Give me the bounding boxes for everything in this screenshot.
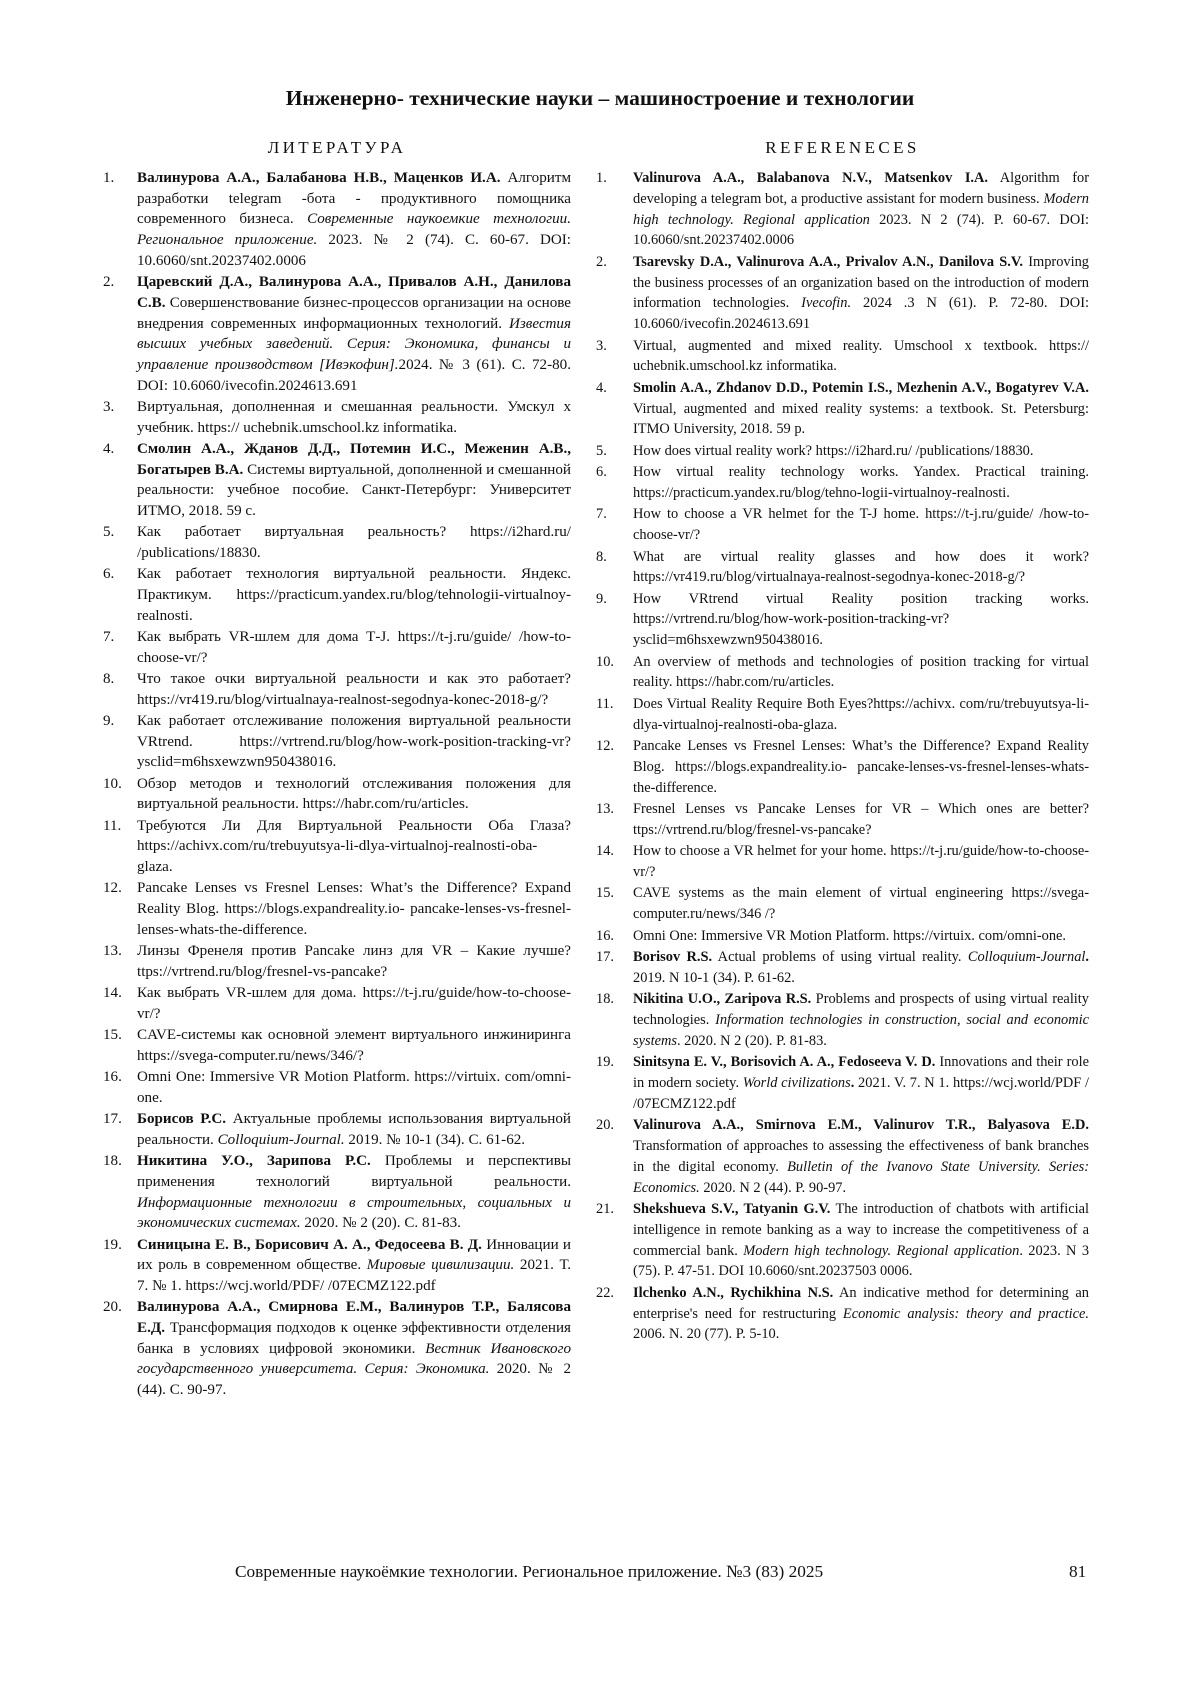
reference-number: 22. [596, 1284, 614, 1301]
reference-number: 9. [596, 590, 607, 607]
reference-details: CAVE-системы как основной элемент виртуального инжиниринга https://svega-computer.ru/news/346/? [137, 1027, 571, 1064]
references-russian-heading: ЛИТЕРАТУРА [267, 138, 407, 157]
reference-details: An indicative method for determining an enterprise's need for restructuring [633, 1284, 1089, 1322]
reference-text [633, 694, 1089, 736]
reference-item [103, 272, 571, 396]
reference-number: 13. [596, 801, 614, 818]
page-header: Инженерно- технические науки – машиностроение и технологии [285, 86, 915, 110]
reference-authors: Валинурова А.А., Балабанова Н.В., Маценков И.А. [137, 170, 501, 186]
reference-item [596, 841, 1089, 883]
reference-text [633, 168, 1089, 251]
reference-source: Bulletin of the Ivanovo State University. Series: Economics. [633, 1158, 1089, 1196]
reference-text [633, 947, 1089, 989]
reference-authors: Синицына Е. В., Борисович А. А., Федосеева В. Д. [137, 1236, 482, 1253]
reference-item [596, 168, 1089, 251]
reference-details: . 2023. N 3 (75). P. 47-51. DOI 10.6060/snt.20237503 0006. [633, 1242, 1090, 1280]
reference-number: 6. [103, 566, 115, 583]
references-english-list [596, 168, 1089, 1345]
reference-details: Алгоритм разработки telegram -бота - продуктивного помощника современного бизнеса. [137, 170, 572, 228]
reference-item [596, 1199, 1089, 1282]
reference-text [137, 439, 571, 522]
reference-details: Problems and prospects of using virtual reality technologies. [633, 991, 1090, 1028]
reference-details: Как работает виртуальная реальность? https://i2hard.ru/ /publications/18830. [137, 524, 571, 562]
reference-text [137, 1297, 571, 1401]
reference-source: World civilizations [742, 1074, 851, 1091]
reference-item [103, 983, 571, 1024]
reference-number: 12. [596, 738, 614, 755]
references-russian-column [103, 134, 571, 1401]
reference-number: 6. [596, 464, 607, 481]
reference-details: Обзор методов и технологий отслеживания положения для виртуальной реальности. https://habr.com/ru/articles. [137, 775, 571, 813]
reference-number: 17. [596, 948, 614, 965]
reference-number: 11. [103, 817, 122, 834]
reference-authors: Валинурова А.А., Смирнова Е.М., Валинуров Т.Р., Балясова Е.Д. [137, 1299, 571, 1336]
reference-text [137, 1067, 571, 1108]
reference-text [137, 564, 571, 626]
reference-details: 2019. № 10-1 (34). С. 61-62. [344, 1131, 526, 1148]
reference-details: Виртуальная, дополненная и смешанная реальности. Умскул х учебник. https:// uchebnik.umschool.kz informatika. [137, 398, 571, 436]
reference-item [103, 711, 571, 773]
reference-details: Fresnel Lenses vs Pancake Lenses for VR – Which ones are better? ttps://vrtrend.ru/blog/fresnel-vs-pancake? [633, 801, 1089, 838]
reference-text [633, 378, 1089, 440]
reference-details: Проблемы и перспективы применения технологий виртуальной реальности. [137, 1153, 571, 1190]
reference-item [596, 441, 1089, 462]
reference-item [596, 547, 1089, 589]
reference-item [103, 1067, 571, 1108]
reference-details: An overview of methods and technologies of position tracking for virtual reality. https://habr.com/ru/articles. [633, 653, 1089, 691]
reference-details: 2020. N 2 (44). P. 90-97. [699, 1179, 847, 1196]
reference-details: CAVE systems as the main element of virtual engineering https://svega-computer.ru/news/346 /? [633, 885, 1089, 923]
reference-number: 14. [596, 843, 614, 860]
references-english-heading: REFERENECES [765, 138, 920, 157]
reference-authors: Valinurova A.A., Balabanova N.V., Matsenkov I.A. [633, 170, 989, 186]
reference-text [633, 799, 1089, 841]
reference-item [596, 589, 1089, 651]
reference-text [633, 1115, 1089, 1198]
reference-number: 19. [103, 1236, 122, 1253]
reference-details: Transformation of approaches to assessing the effectiveness of bank branches in the digital economy. [633, 1137, 1089, 1175]
reference-details: Как выбрать VR-шлем для дома Т-J. https://t-j.ru/guide/ /how-to-choose-vr/? [137, 629, 571, 666]
reference-item [103, 1025, 571, 1066]
reference-details: 2020. № 2 (20). С. 81-83. [300, 1215, 461, 1232]
reference-item [596, 336, 1089, 378]
reference-source: Мировые цивилизации. [366, 1257, 515, 1274]
reference-details: 2020. № 2 (44). С. 90-97. [137, 1361, 571, 1399]
reference-number: 10. [596, 653, 614, 670]
reference-item [596, 694, 1089, 736]
reference-item [103, 168, 571, 272]
reference-source: Colloquium-Journal. [217, 1131, 345, 1148]
reference-source: Modern high technology. Regional application [633, 190, 1089, 228]
reference-text [137, 397, 571, 438]
reference-details: How to choose a VR helmet for the T-J home. https://t-j.ru/guide/ /how-to-choose-vr/? [633, 506, 1089, 544]
reference-authors: Борисов Р.С. [137, 1111, 227, 1128]
reference-item [596, 799, 1089, 841]
reference-authors: Borisov R.S. [633, 948, 713, 965]
reference-item [103, 522, 571, 563]
reference-number: 15. [596, 885, 614, 902]
reference-details: Что такое очки виртуальной реальности и как это работает? https://vr419.ru/blog/virtualnaya-realnost-segodnya-konec-2018-g/? [137, 671, 571, 708]
journal-footer: Современные наукоёмкие технологии. Региональное приложение. №3 (83) 2025 [235, 1562, 824, 1581]
reference-item [596, 736, 1089, 798]
reference-details: Innovations and their role in modern society. [633, 1054, 1089, 1091]
reference-details: Как работает отслеживание положения виртуальной реальности VRtrend. https://vrtrend.ru/blog/how-work-position-tracking-vr?ysclid=m6hsxewzwn950438016. [137, 713, 571, 771]
reference-text [137, 522, 571, 563]
reference-details: Совершенствование бизнес-процессов организации на основе внедрения современных информационных технологий. [137, 294, 571, 332]
reference-authors: . [1085, 948, 1090, 965]
reference-authors: Царевский Д.А., Валинурова А.А., Привалов А.Н., Данилова С.В. [137, 274, 571, 311]
reference-details: 2024. № 3 (61). С. 72-80. DOI: 10.6060/ivecofin.2024613.691 [137, 356, 571, 394]
reference-details: The introduction of chatbots with artificial intelligence in remote banking as a way to increase the competitiveness of a commercial bank. [633, 1200, 1090, 1259]
reference-item [596, 883, 1089, 925]
reference-item [103, 1235, 571, 1297]
reference-text [137, 272, 571, 396]
reference-text [633, 462, 1089, 504]
reference-details: Трансформация подходов к оценке эффективности отделения банка в условиях цифровой экономики. [137, 1319, 571, 1357]
reference-text [137, 1151, 571, 1234]
reference-source: Вестник Ивановского государственного университета. Серия: Экономика. [137, 1340, 571, 1378]
reference-number: 16. [103, 1069, 122, 1086]
reference-item [103, 669, 571, 710]
reference-number: 12. [103, 880, 122, 897]
reference-details: 2021. Т. 7. № 1. https://wcj.world/PDF/ /07ECMZ122.pdf [137, 1257, 572, 1294]
reference-details: Omni One: Immersive VR Motion Platform. https://virtuix. com/omni-one. [633, 927, 1067, 944]
reference-authors: Sinitsyna E. V., Borisovich A. A., Fedoseeva V. D. [633, 1054, 936, 1071]
reference-item [596, 462, 1089, 504]
reference-number: 15. [103, 1027, 122, 1044]
reference-text [633, 441, 1089, 462]
reference-number: 19. [596, 1054, 614, 1071]
reference-details: How does virtual reality work? https://i2hard.ru/ /publications/18830. [633, 442, 1034, 459]
reference-details: How VRtrend virtual Reality position tracking works. https://vrtrend.ru/blog/how-work-position-tracking-vr?ysclid=m6hsxewzwn950438016. [633, 590, 1089, 649]
reference-source: Известия высших учебных заведений. Серия: Экономика, финансы и управление производством [Ивэкофин]. [137, 315, 571, 373]
reference-item [103, 439, 571, 522]
reference-details: How virtual reality technology works. Yandex. Practical training. https://practicum.yandex.ru/blog/tehno-logii-virtualnoy-realnosti. [633, 464, 1089, 501]
reference-text [137, 627, 571, 668]
reference-details: Как работает технология виртуальной реальности. Яндекс. Практикум. https://practicum.yandex.ru/blog/tehnologii-virtualnoy-realnosti. [137, 566, 571, 624]
reference-number: 17. [103, 1111, 122, 1128]
reference-details: 2023. № 2 (74). С. 60-67. DOI: 10.6060/snt.20237402.0006 [137, 232, 572, 269]
reference-source: Modern high technology. Regional application [743, 1242, 1020, 1259]
reference-details: Актуальные проблемы использования виртуальной реальности. [137, 1111, 571, 1148]
reference-item [596, 504, 1089, 546]
reference-number: 5. [103, 524, 115, 541]
reference-details: Системы виртуальной, дополненной и смешанной реальности: учебное пособие. Санкт-Петербург: Университет ИТМО, 2018. 59 с. [137, 461, 571, 520]
reference-details: Omni One: Immersive VR Motion Platform. https://virtuix. com/omni-one. [137, 1069, 571, 1106]
reference-number: 9. [103, 713, 115, 730]
reference-item [596, 947, 1089, 989]
reference-item [103, 564, 571, 626]
reference-text [137, 983, 571, 1024]
reference-details: 2021. V. 7. N 1. https://wcj.world/PDF / /07ECMZ122.pdf [633, 1074, 1089, 1112]
reference-text [137, 1109, 571, 1150]
reference-text [633, 841, 1089, 883]
reference-number: 13. [103, 943, 122, 960]
reference-source: Информационные технологии в строительных, социальных и экономических системах. [137, 1194, 571, 1232]
reference-authors: Ilchenko A.N., Rychikhina N.S. [633, 1284, 834, 1301]
reference-details: 2023. N 2 (74). P. 60-67. DOI: 10.6060/snt.20237402.0006 [633, 211, 1089, 249]
reference-details: 2006. N. 20 (77). P. 5-10. [633, 1326, 780, 1343]
reference-details: Pancake Lenses vs Fresnel Lenses: What’s the Difference? Expand Reality Blog. https://blogs.expandreality.io- pancake-lenses-vs-fresnel-lenses-whats-the-difference. [633, 738, 1089, 796]
reference-authors: Smolin A.A., Zhdanov D.D., Potemin I.S., Mezhenin A.V., Bogatyrev V.A. [633, 379, 1089, 396]
reference-source: Colloquium-Journal [967, 948, 1086, 965]
reference-details: Virtual, augmented and mixed reality. Umschool x textbook. https:// uchebnik.umschool.kz informatika. [633, 337, 1089, 375]
reference-number: 1. [103, 170, 115, 186]
references-english-column [596, 134, 1089, 1346]
reference-details: What are virtual reality glasses and how does it work? https://vr419.ru/blog/virtualnaya-realnost-segodnya-konec-2018-g/? [633, 548, 1089, 586]
reference-number: 7. [596, 506, 607, 523]
reference-number: 18. [596, 991, 614, 1008]
reference-item [596, 1283, 1089, 1345]
reference-number: 18. [103, 1153, 122, 1170]
reference-item [103, 941, 571, 982]
reference-item [596, 1115, 1089, 1198]
reference-source: Economic analysis: theory and practice. [842, 1305, 1089, 1322]
reference-number: 2. [103, 274, 115, 291]
reference-text [633, 336, 1089, 378]
reference-authors: Tsarevsky D.A., Valinurova A.A., Privalov A.N., Danilova S.V. [633, 253, 1023, 270]
reference-source: Современные наукоемкие технологии. Региональное приложение. [137, 211, 571, 249]
reference-text [633, 252, 1089, 335]
reference-item [103, 1297, 571, 1401]
reference-number: 8. [103, 671, 115, 688]
reference-text [633, 1283, 1089, 1345]
reference-authors: Nikitina U.O., Zaripova R.S. [633, 991, 812, 1008]
reference-number: 10. [103, 775, 122, 792]
reference-number: 20. [596, 1117, 614, 1134]
reference-authors: Никитина У.О., Зарипова Р.С. [137, 1153, 371, 1170]
reference-details: Does Virtual Reality Require Both Eyes?https://achivx. com/ru/trebuyutsya-li-dlya-virtualnoj-realnosti-oba-glaza. [633, 695, 1089, 733]
reference-number: 4. [596, 379, 607, 396]
reference-text [633, 736, 1089, 798]
reference-number: 11. [596, 695, 614, 712]
reference-details: Pancake Lenses vs Fresnel Lenses: What’s the Difference? Expand Reality Blog. https://blogs.expandreality.io- pancake-lenses-vs-fresnel-lenses-whats-the-difference. [137, 880, 571, 938]
reference-number: 4. [103, 440, 115, 457]
reference-item [596, 926, 1089, 947]
reference-text [633, 1052, 1089, 1114]
reference-authors: Смолин А.А., Жданов Д.Д., Потемин И.С., Меженин А.В., Богатырев В.А. [137, 440, 571, 478]
reference-item [103, 816, 571, 878]
reference-number: 16. [596, 927, 614, 944]
reference-text [633, 547, 1089, 589]
reference-number: 21. [596, 1200, 614, 1217]
reference-item [103, 774, 571, 815]
reference-text [633, 883, 1089, 925]
reference-number: 3. [596, 337, 607, 354]
reference-number: 2. [596, 253, 607, 270]
references-russian-list [103, 168, 571, 1401]
reference-number: 1. [596, 170, 607, 186]
reference-number: 3. [103, 398, 115, 415]
reference-source: Information technologies in construction, social and economic systems [633, 1011, 1089, 1049]
reference-item [103, 878, 571, 940]
reference-item [103, 1109, 571, 1150]
reference-item [103, 627, 571, 668]
reference-number: 14. [103, 985, 122, 1002]
reference-authors: Shekshueva S.V., Tatyanin G.V. [633, 1200, 831, 1217]
reference-details: 2019. N 10-1 (34). P. 61-62. [633, 969, 795, 986]
reference-number: 7. [103, 629, 115, 646]
reference-details: Требуются Ли Для Виртуальной Реальности Оба Глаза?https://achivx.com/ru/trebuyutsya-li-dlya-virtualnoj-realnosti-oba-glaza. [137, 817, 571, 876]
reference-number: 20. [103, 1299, 122, 1316]
reference-details: Actual problems of using virtual reality. [712, 948, 968, 965]
reference-number: 8. [596, 548, 607, 565]
reference-item [596, 252, 1089, 335]
reference-item [596, 652, 1089, 694]
reference-text [137, 816, 571, 878]
reference-details: Virtual, augmented and mixed reality systems: a textbook. St. Petersburg: ITMO University, 2018. 59 p. [633, 400, 1089, 438]
reference-details: Инновации и их роль в современном обществе. [137, 1236, 571, 1274]
reference-text [137, 669, 571, 710]
reference-text [633, 926, 1089, 947]
reference-text [633, 989, 1089, 1051]
reference-details: Algorithm for developing a telegram bot, a productive assistant for modern business. [633, 170, 1089, 207]
reference-details: How to choose a VR helmet for your home. https://t-j.ru/guide/how-to-choose-vr/? [633, 843, 1089, 881]
reference-item [596, 378, 1089, 440]
reference-text [633, 504, 1089, 546]
reference-text [137, 774, 571, 815]
reference-details: Improving the business processes of an organization based on the introduction of modern information technologies. [633, 253, 1089, 312]
reference-text [633, 589, 1089, 651]
reference-item [103, 1151, 571, 1234]
reference-text [137, 711, 571, 773]
reference-item [596, 989, 1089, 1051]
reference-details: 2024 .3 N (61). P. 72-80. DOI: 10.6060/ivecofin.2024613.691 [633, 295, 1089, 333]
reference-text [633, 1199, 1089, 1282]
reference-details: Как выбрать VR-шлем для дома. https://t-j.ru/guide/how-to-choose-vr/? [137, 985, 571, 1022]
reference-source: Ivecofin. [801, 295, 852, 312]
page-number: 81 [1069, 1562, 1087, 1581]
reference-text [137, 941, 571, 982]
reference-item [103, 397, 571, 438]
reference-text [137, 168, 571, 272]
reference-details: Линзы Френеля против Pancake линз для VR – Какие лучше? ttps://vrtrend.ru/blog/fresnel-vs-pancake? [137, 943, 571, 980]
reference-details: . 2020. N 2 (20). P. 81-83. [676, 1032, 827, 1049]
reference-text [633, 652, 1089, 694]
reference-text [137, 1025, 571, 1066]
reference-number: 5. [596, 442, 607, 459]
reference-text [137, 1235, 571, 1297]
reference-authors: . [850, 1074, 855, 1091]
reference-authors: Valinurova A.A., Smirnova E.M., Valinurov T.R., Balyasova E.D. [633, 1117, 1089, 1134]
reference-text [137, 878, 571, 940]
reference-item [596, 1052, 1089, 1114]
